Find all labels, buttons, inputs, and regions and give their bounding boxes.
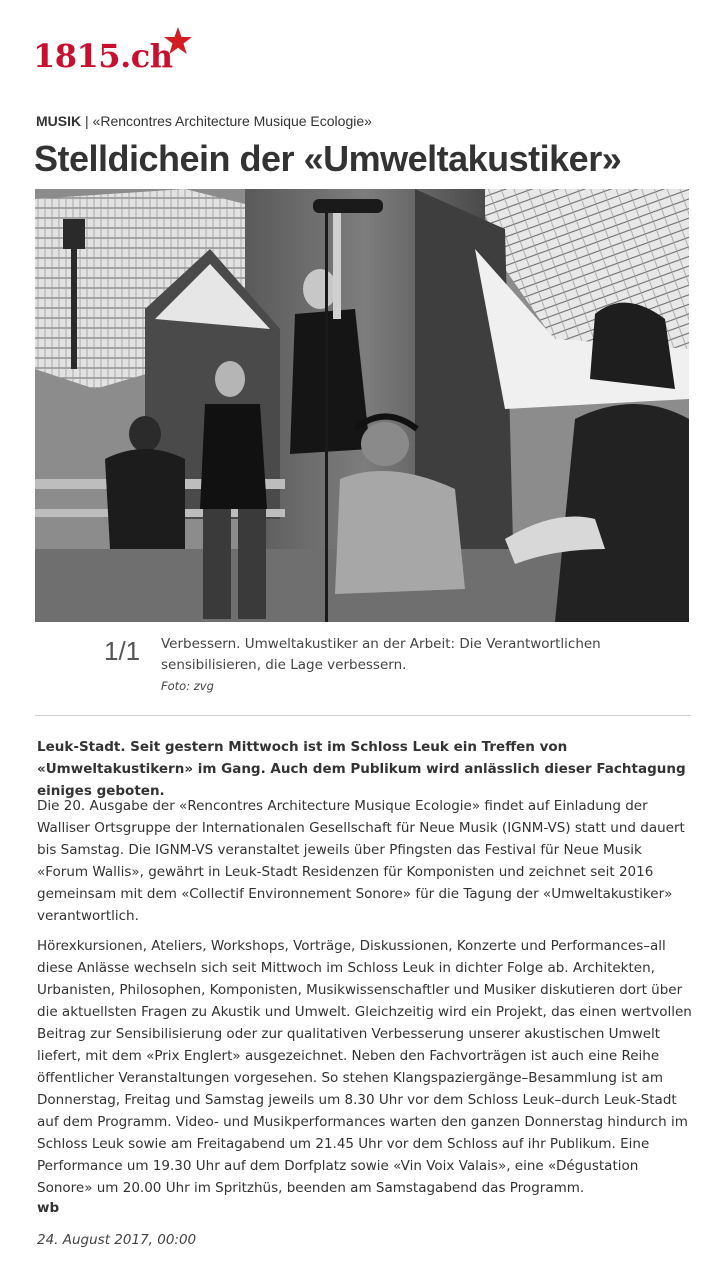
- site-logo[interactable]: [33, 26, 203, 86]
- article-photo[interactable]: [35, 189, 689, 622]
- kicker-separator: |: [81, 113, 93, 129]
- article-category[interactable]: MUSIK: [36, 113, 82, 129]
- logo-wordmark: 1815.ch: [33, 37, 173, 75]
- image-counter: 1/1: [104, 636, 141, 666]
- article-author: wb: [37, 1200, 60, 1216]
- star-icon: [163, 26, 193, 56]
- article-topic: «Rencontres Architecture Musique Ecologie»: [92, 113, 372, 129]
- article-paragraph: Die 20. Ausgabe der «Rencontres Architecture Musique Ecologie» findet auf Einladung der Walliser Ortsgruppe der Internationalen Gesellschaft für Neue Musik (IGNM-VS) statt und dauert bis Samstag. Die IGNM-VS veranstaltet jeweils über Pfingsten das Festival für Neue Musik «Forum Wallis», gewährt in Leuk-Stadt Residenzen für Komponisten und zeichnet seit 2016 gemeinsam mit dem «Collectif Environnement Sonore» für die Tagung der «Umweltakustiker» verantwortlich.: [37, 798, 685, 924]
- image-credit: Foto: zvg: [161, 679, 214, 693]
- article-title: Stelldichein der «Umweltakustiker»: [34, 138, 622, 179]
- article-lead: Leuk-Stadt. Seit gestern Mittwoch ist im Schloss Leuk ein Treffen von «Umweltakustikern» im Gang. Auch dem Publikum wird anlässlich dieser Fachtagung einiges geboten.: [37, 739, 686, 799]
- photo-illustration: [35, 189, 689, 622]
- article-paragraph: Hörexkursionen, Ateliers, Workshops, Vorträge, Diskussionen, Konzerte und Performances–all diese Anlässe wechseln sich seit Mittwoch im Schloss Leuk in dichter Folge ab. Architekten, Urbanisten, Philosophen, Komponisten, Musikwissenschaftler und Musiker diskutieren dort über die aktuellsten Fragen zu Akustik und Umwelt. Gleichzeitig wird ein Projekt, das einen wertvollen Beitrag zur Sensibilisierung oder zur qualitativen Verbesserung unserer akustischen Umwelt liefert, mit dem «Prix Englert» ausgezeichnet. Neben den Fachvorträgen ist auch eine Reihe öffentlicher Veranstaltungen vorgesehen. So stehen Klangspaziergänge–Besammlung ist am Donnerstag, Freitag und Samstag jeweils um 8.30 Uhr vor dem Schloss Leuk–durch Leuk-Stadt auf dem Programm. Video- und Musikperformances warten den ganzen Donnerstag hindurch im Schloss Leuk sowie am Freitagabend um 21.45 Uhr vor dem Schloss auf ihr Publikum. Eine Performance um 19.30 Uhr auf dem Dorfplatz sowie «Vin Voix Valais», eine «Dégustation Sonore» um 20.00 Uhr im Spritzhüs, beenden am Samstagabend das Programm.: [37, 938, 692, 1196]
- article-kicker: [36, 113, 372, 129]
- article-date: 24. August 2017, 00:00: [37, 1232, 197, 1248]
- image-caption: Verbessern. Umweltakustiker an der Arbeit: Die Verantwortlichen sensibilisieren, die Lage verbessern.: [161, 636, 601, 673]
- caption-divider: [35, 715, 691, 716]
